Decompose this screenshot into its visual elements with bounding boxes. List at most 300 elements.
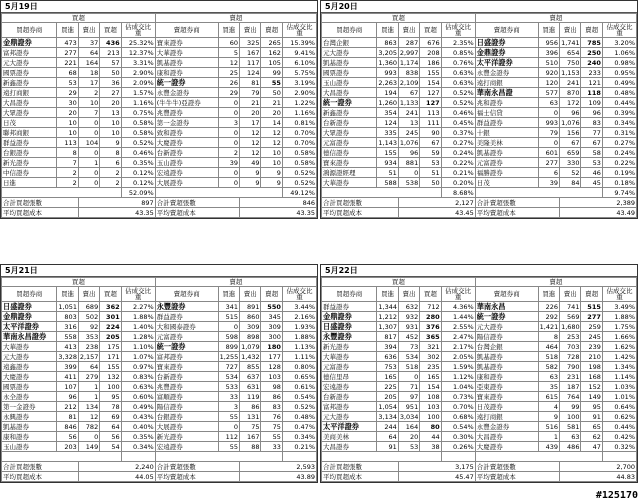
buy-cell: 0.35% [121,432,155,442]
sell-cell: 0.70% [282,138,316,148]
sell-cell: 226 [538,302,559,312]
sell-cell: 177 [261,352,282,362]
buy-cell: 175 [100,342,121,352]
buy-cell: 2.05% [441,352,475,362]
sell-cell: 0.54% [282,392,316,402]
sell-cell: 105 [261,58,282,68]
buy-cell: 155 [100,362,121,372]
sell-cell: 0.81% [282,118,316,128]
col-net-buy: 買超 [420,287,441,302]
broker-table [321,277,637,482]
sell-broker-name: 永豐金證券 [155,88,218,98]
table-row [322,128,637,138]
sell-cell: 1,255 [219,352,239,361]
sell-cell: 0 [218,322,239,332]
sell-cell: 77 [581,128,602,138]
buy-cell: 0 [398,168,419,178]
buy-cell: 2 [100,178,121,188]
sell-broker-name: 台新證券 [155,372,218,382]
buy-cell: 0 [398,372,419,382]
buy-cell: 0 [78,168,99,178]
sell-broker-name: 華南永昌 [475,302,538,312]
sell-cell: 785 [581,38,602,48]
buy-cell: 931 [398,322,419,332]
col-buy: 買進 [57,23,78,38]
sell-cell: 0.21% [282,442,316,452]
sell-cell: 96 [560,108,581,118]
sell-cell: 83 [261,402,282,412]
buy-cell: 1,054 [378,402,398,411]
sell-broker-name: 日茂證券 [475,402,538,412]
sell-cell: 277 [581,312,602,322]
sell-broker-name: 元富證券 [155,332,218,342]
sell-cell: 659 [560,148,581,158]
buy-cell: 473 [57,38,78,48]
buy-cell: 846 [57,422,78,432]
sell-cell: 241 [560,78,581,88]
avg-buy-label: 平均買超成本 [322,472,399,482]
buy-broker-name: 元富證券 [322,362,377,372]
buy-cell: 97 [398,392,419,402]
buy-cell: 1.88% [121,312,155,322]
sell-cell: 577 [538,88,559,98]
buy-broker-name: 台新證券 [322,392,377,402]
sell-cell: 0 [218,108,239,118]
buy-cell: 4.36% [441,302,475,312]
table-row [2,148,317,158]
buy-broker-name: 華南永昌證券 [2,332,57,342]
sell-cell: 0.39% [602,108,636,118]
sell-cell: 0.58% [282,158,316,168]
buy-cell: 108 [420,392,441,402]
sell-broker-name: 美隆美林 [475,138,538,148]
sell-cell: 1,680 [561,322,580,331]
buy-broker-name: 康和證券 [2,432,57,442]
buy-cell: 244 [377,422,398,432]
sell-cell: 2 [218,148,239,158]
sell-cell: 0.47% [282,422,316,432]
table-row [322,108,637,118]
sell-cell: 52 [560,168,581,178]
sell-cell: 728 [560,352,581,362]
buy-broker-name: 遠鑫證券 [2,362,57,372]
sell-cell: 1,076 [561,118,580,127]
buy-cell: 127 [420,88,441,98]
buy-broker-name: 元大證券 [2,58,57,68]
buy-cell: 73 [398,342,419,352]
buy-cell: 208 [420,48,441,58]
col-net-sell: 賣超 [261,23,282,38]
buy-broker-name: 永豐證券 [322,332,377,342]
buy-cell: 0.49% [121,402,155,412]
buy-ratio-total: 8.68% [441,188,475,198]
buy-cell: 20 [57,108,78,118]
buy-broker-name: 富邦證券 [2,48,57,58]
sell-cell: 100 [560,412,581,422]
sell-cell: 12 [240,128,261,138]
sell-cell: 131 [240,412,261,422]
table-row [322,148,637,158]
sell-cell: 20 [240,108,261,118]
buy-cell: 154 [420,78,441,88]
buy-cell: 30 [57,98,78,108]
sell-broker-name: 大展證券 [155,422,218,432]
buy-cell: 0.46% [121,148,155,158]
table-row [2,412,317,422]
buy-cell: 57 [100,58,121,68]
buy-cell: 0.12% [121,178,155,188]
sell-cell: 598 [218,332,239,342]
buy-cell: 0.52% [121,138,155,148]
buy-cell: 0.27% [441,138,475,148]
sell-cell: 3.20% [602,38,636,48]
col-sell: 賣出 [78,23,99,38]
sell-cell: 1.93% [282,322,316,332]
sell-cell: 631 [240,382,261,392]
buy-cell: 0.45% [441,118,475,128]
sell-cell: 0 [538,108,559,118]
sell-cell: 12 [261,138,282,148]
col-ratio: 佔成交比重 [602,287,636,302]
sell-cell: 0.22% [602,158,636,168]
buy-broker-name: 大眾證券 [2,108,57,118]
sell-broker-name: 大華證券 [155,48,218,58]
sell-cell: 21 [240,98,261,108]
buy-broker-name: 元大證券 [322,48,377,58]
table-row [322,178,637,188]
buy-cell: 203 [57,442,78,452]
buy-cell: 1.40% [121,322,155,332]
buy-broker-name: 玉山證券 [322,78,377,88]
broker-table [321,13,637,218]
sell-cell: 10 [261,158,282,168]
sell-ratio-total: 9.74% [602,188,636,198]
buy-cell: 2.17% [441,342,475,352]
sell-cell: 1.01% [602,392,636,402]
buy-cell: 1,212 [378,312,398,321]
sell-cell: 0 [218,128,239,138]
avg-sell-label: 平均賣超成本 [155,472,239,482]
avg-sell-value: 43.49 [560,208,637,218]
col-broker-buy: 買超券商 [2,23,57,38]
buy-cell: 1,260 [378,98,398,107]
sell-cell: 33 [261,442,282,452]
table-row [2,362,317,372]
sell-cell: 1.66% [602,332,636,342]
sell-cell: 0.52% [282,402,316,412]
sell-cell: 1.42% [602,352,636,362]
buy-cell: 394 [377,342,398,352]
sell-group-label: 賣超 [475,278,636,287]
sell-cell: 1.13% [282,342,316,352]
table-row [322,168,637,178]
buy-broker-name: 美商美林 [322,432,377,442]
table-row [2,178,317,188]
sell-cell: 233 [581,68,602,78]
buy-cell: 588 [377,178,398,188]
buy-cell: 0.97% [121,362,155,372]
col-ratio: 佔成交比重 [441,23,475,38]
sell-broker-name: 福勝證券 [475,168,538,178]
buy-cell: 213 [100,48,121,58]
sell-cell: 6 [538,168,559,178]
buy-cell: 91 [377,442,398,452]
ratio-total-row [322,188,637,198]
sell-broker-name: 富邦證券 [155,352,218,362]
table-row [322,58,637,68]
avg-sell-value: 44.83 [560,472,637,482]
total-sell-value: 2,700 [560,462,637,472]
total-sell-label: 合計賣超張數 [475,462,559,472]
buy-cell: 2 [57,178,78,188]
buy-cell: 1,143 [378,138,398,147]
buy-broker-name: 新光證券 [2,158,57,168]
buy-group-label: 買超 [2,278,156,287]
sell-cell: 0.98% [602,58,636,68]
table-row [322,332,637,342]
table-row [322,98,637,108]
sell-cell: 0.64% [602,402,636,412]
sell-cell: 172 [560,98,581,108]
sell-cell: 156 [560,128,581,138]
buy-cell: 0.21% [441,168,475,178]
table-row [2,158,317,168]
sell-cell: 325 [240,38,261,48]
sell-cell: 20 [261,108,282,118]
sell-cell: 29 [218,88,239,98]
sell-broker-name: 永豐證券 [155,302,218,312]
buy-cell: 78 [100,402,121,412]
table-row [322,342,637,352]
col-ratio: 佔成交比重 [282,23,316,38]
sell-broker-name: 太平洋證券 [475,58,538,68]
buy-cell: 0.34% [121,442,155,452]
sell-cell: 0.70% [282,128,316,138]
avg-sell-value: 43.89 [240,472,317,482]
sell-broker-name: 致和證券 [155,128,218,138]
sell-cell: 109 [581,98,602,108]
sell-broker-name: 宏遠證券 [155,442,218,452]
sell-cell: 50 [261,88,282,98]
sell-cell: 198 [581,362,602,372]
table-row [2,48,317,58]
sell-cell: 25 [218,68,239,78]
panel-date: 5月19日 [1,1,317,13]
buy-broker-name: 新鑫證券 [322,108,377,118]
sell-cell: 615 [538,392,559,402]
buy-cell: 354 [377,108,398,118]
sell-cell: 26 [218,78,239,88]
buy-cell: 1 [78,158,99,168]
col-net-sell: 賣超 [581,287,602,302]
buy-cell: 164 [398,422,419,432]
sell-broker-name: 新光證券 [155,432,218,442]
table-row [322,312,637,322]
sell-cell: 0.34% [602,118,636,128]
sell-cell: 0.24% [602,148,636,158]
buy-cell: 3,034 [399,412,419,421]
buy-cell: 316 [57,322,78,332]
sell-cell: 345 [261,312,282,322]
sell-broker-name: 元大證券 [475,322,538,332]
buy-cell: 155 [377,148,398,158]
table-row [2,128,317,138]
sell-cell: 1.03% [602,382,636,392]
sell-cell: 49 [240,158,261,168]
buy-cell: 1 [78,382,99,392]
table-row [2,108,317,118]
table-row [2,432,317,442]
col-net-sell: 賣超 [261,287,282,302]
sell-cell: 1,432 [241,352,260,361]
sell-cell: 956 [538,38,559,48]
sell-broker-name: 寶來證券 [475,392,538,402]
sell-cell: 187 [560,382,581,392]
avg-buy-value: 45.47 [398,472,475,482]
sell-cell: 0.27% [602,138,636,148]
buy-cell: 68 [57,68,78,78]
buy-broker-name: 大華證券 [322,352,377,362]
avg-row [322,472,637,482]
buy-broker-name: 金鼎證券 [2,312,57,322]
buy-broker-name: 大華證券 [322,178,377,188]
sell-cell: 240 [581,58,602,68]
sell-cell: 245 [581,332,602,342]
table-row [2,342,317,352]
sell-cell: 993 [538,118,559,128]
sell-broker-name: 凱基證券 [155,58,218,68]
sell-cell: 117 [240,58,261,68]
table-row [322,422,637,432]
buy-broker-name: 國票證券 [2,382,57,392]
avg-sell-label: 平均賣超成本 [475,208,559,218]
table-row [2,392,317,402]
sell-cell: 277 [538,158,559,168]
buy-ratio-total [121,452,155,462]
buy-broker-name: 永全證券 [2,392,57,402]
sell-cell: 341 [218,302,239,312]
total-sell-value: 846 [240,198,317,208]
sell-cell: 8 [538,332,559,342]
sell-cell: 21 [261,98,282,108]
buy-cell: 205 [100,332,121,342]
sell-cell: 4 [538,402,559,412]
buy-cell: 1.28% [121,332,155,342]
buy-cell: 301 [100,312,121,322]
buy-broker-name: 聯邦商銀 [2,128,57,138]
sell-broker-name: 統一證券 [475,312,538,322]
table-row [2,372,317,382]
buy-broker-name: 台灣企銀 [322,38,377,48]
buy-cell: 993 [377,68,398,78]
buy-cell: 1.10% [121,342,155,352]
sell-broker-name: 大和國泰證券 [155,322,218,332]
buy-group-label: 買超 [322,14,476,23]
total-sell-label: 合計賣超張數 [155,462,239,472]
buy-cell: 2,157 [79,352,99,361]
buy-cell: 1.12% [441,372,475,382]
buy-broker-name: 新鑫證券 [2,78,57,88]
sell-broker-name: 群益證券 [155,312,218,322]
sell-cell: 63 [538,372,559,382]
table-row [322,412,637,422]
table-row [322,432,637,442]
buy-cell: 2 [78,88,99,98]
table-row [322,362,637,372]
buy-cell: 53 [57,78,78,88]
col-broker-sell: 賣超券商 [155,287,218,302]
table-row [2,168,317,178]
avg-row [2,472,317,482]
sell-cell: 581 [560,422,581,432]
col-net-sell: 賣超 [581,23,602,38]
table-row [2,322,317,332]
sell-broker-name: 台銀證券 [155,412,218,422]
buy-cell: 2.55% [441,322,475,332]
sell-cell: 33 [218,392,239,402]
buy-broker-name: 大眾證券 [322,128,377,138]
sell-broker-name: 群益證券 [475,118,538,128]
sell-broker-name: 華南永昌證 [475,88,538,98]
buy-cell: 50 [100,68,121,78]
col-sell: 賣出 [398,287,419,302]
sell-cell: 0.32% [602,442,636,452]
sell-cell: 9 [240,168,261,178]
col-sell: 賣出 [240,287,261,302]
sell-cell: 3 [218,118,239,128]
sell-broker-name: 台灣企銀 [475,342,538,352]
sell-cell: 46 [581,168,602,178]
buy-cell: 863 [377,38,398,48]
col-ratio: 佔成交比重 [282,287,316,302]
table-row [322,402,637,412]
col-sell: 賣出 [398,23,419,38]
sell-cell: 486 [560,442,581,452]
buy-cell: 676 [420,38,441,48]
table-row [322,118,637,128]
panel-date: 5月21日 [1,265,317,277]
buy-cell: 632 [398,302,419,312]
buy-broker-name: 台銀證券 [2,148,57,158]
sell-cell: 870 [560,88,581,98]
buy-cell: 155 [420,68,441,78]
sell-broker-name: 第一金證券 [155,118,218,128]
buy-cell: 171 [100,352,121,362]
sell-ratio-total [282,452,316,462]
total-row [322,198,637,208]
sell-cell: 1.22% [282,98,316,108]
col-broker-buy: 買超券商 [2,287,57,302]
buy-cell: 1.44% [441,312,475,322]
sell-cell: 920 [538,68,559,78]
daily-panel [0,264,318,483]
sell-cell: 2.16% [282,312,316,322]
sell-cell: 1.75% [602,322,636,332]
broker-table [1,277,317,482]
buy-cell: 1,307 [378,322,398,331]
buy-cell: 64 [377,432,398,442]
buy-cell: 59 [420,148,441,158]
avg-buy-value: 43.35 [78,208,155,218]
buy-cell: 0.63% [441,68,475,78]
sell-cell: 12 [218,58,239,68]
buy-cell: 69 [100,412,121,422]
buy-cell: 50 [420,178,441,188]
total-sell-value: 2,593 [240,462,317,472]
buy-cell: 0.52% [441,98,475,108]
sell-cell: 250 [581,48,602,58]
buy-cell: 53 [398,442,419,452]
